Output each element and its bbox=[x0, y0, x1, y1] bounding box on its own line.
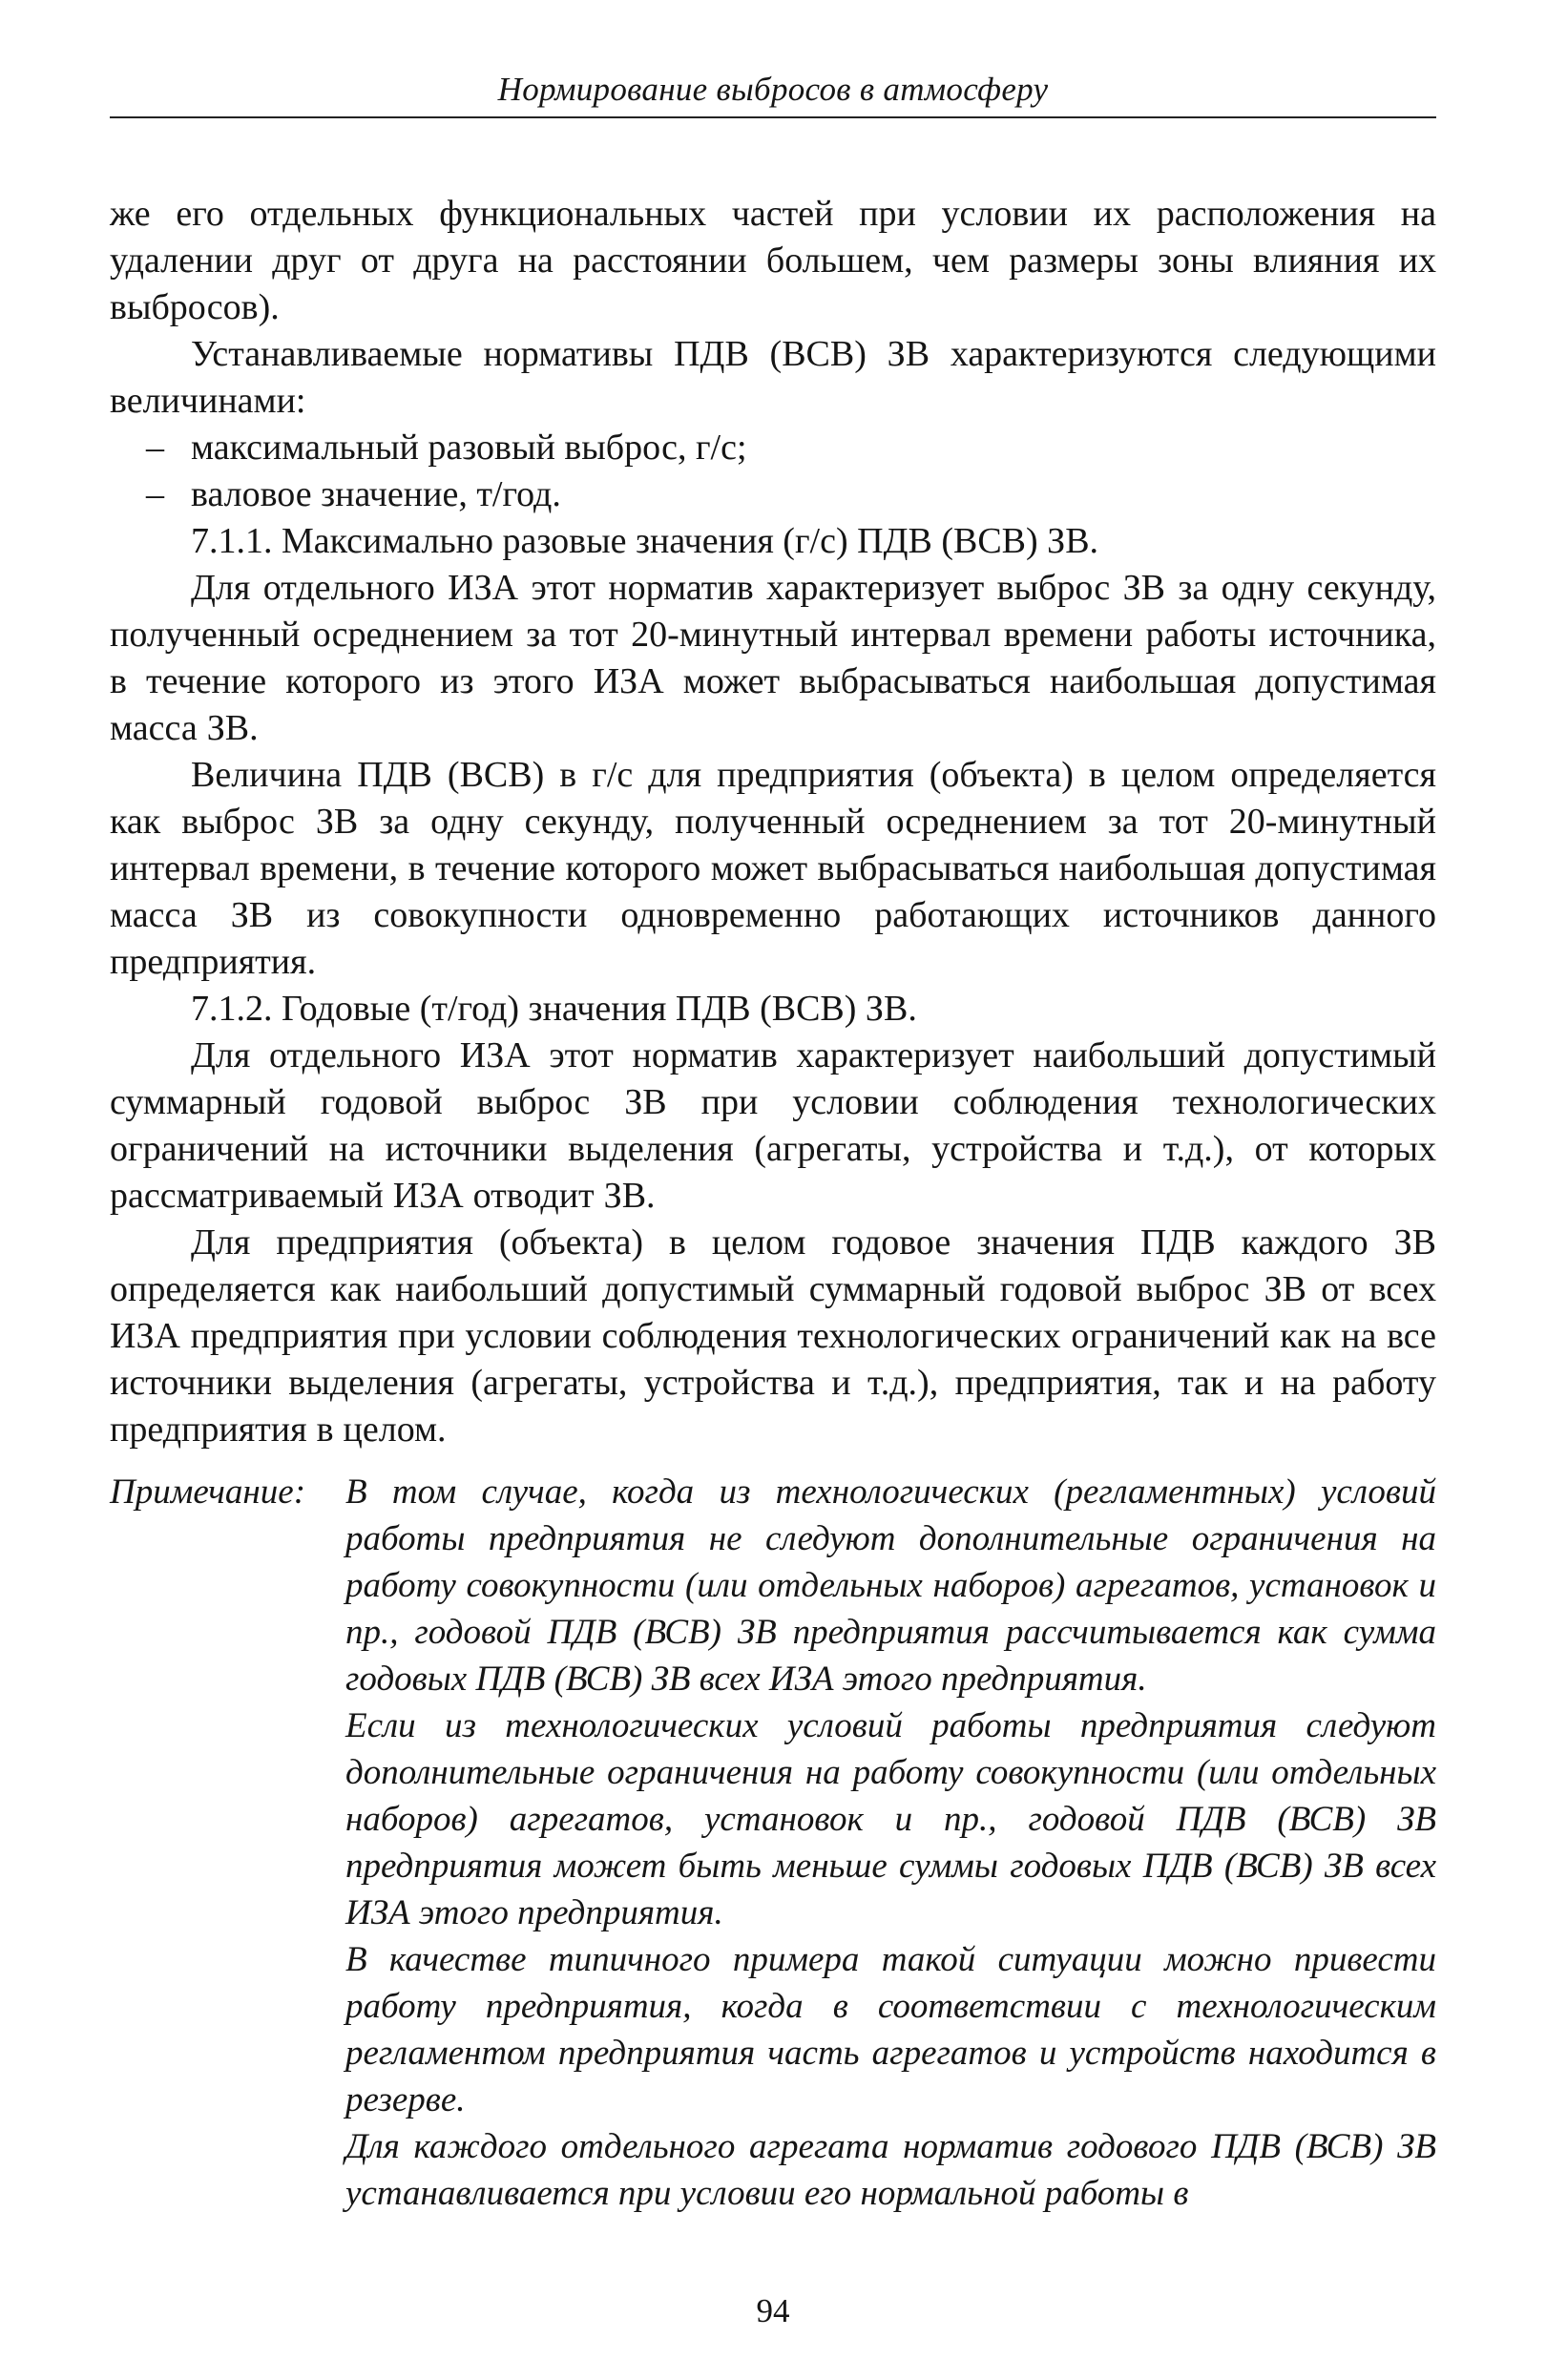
note-body bbox=[345, 1469, 1436, 2217]
list-item bbox=[110, 425, 1436, 471]
paragraph-standards-intro: Устанавливаемые нормативы ПДВ (ВСВ) ЗВ характеризуются следующими величинами: bbox=[110, 334, 1436, 421]
section-heading-7-1-2: 7.1.2. Годовые (т/год) значения ПДВ (ВСВ) ЗВ. bbox=[191, 989, 917, 1029]
paragraph: Величина ПДВ (ВСВ) в г/с для предприятия (объекта) в целом определяется как выброс ЗВ за одну секунду, полученный осреднением за тот 20-минутный интервал времени, в течение которого может выбрасываться наибольшая допустимая масса ЗВ из совокупности одновременно работающих источников данного предприятия. bbox=[110, 755, 1436, 982]
note-paragraph: Если из технологических условий работы предприятия следуют дополнительные ограничения на работу совокупности (или отдельных наборов) агрегатов, установок и пр., годовой ПДВ (ВСВ) ЗВ предприятия может быть меньше суммы годовых ПДВ (ВСВ) ЗВ всех ИЗА этого предприятия. bbox=[345, 1706, 1436, 1932]
note-paragraph: В том случае, когда из технологических (регламентных) условий работы предприятия не следуют дополнительные ограничения на работу совокупности (или отдельных наборов) агрегатов, установок и пр., годовой ПДВ (ВСВ) ЗВ предприятия рассчитывается как сумма годовых ПДВ (ВСВ) ЗВ всех ИЗА этого предприятия. bbox=[345, 1472, 1436, 1699]
body-text bbox=[110, 191, 1436, 2217]
section-heading-7-1-1: 7.1.1. Максимально разовые значения (г/с) ПДВ (ВСВ) ЗВ. bbox=[191, 521, 1099, 561]
dash-marker: – bbox=[146, 428, 164, 468]
paragraph: Для отдельного ИЗА этот норматив характеризует выброс ЗВ за одну секунду, полученный осреднением за тот 20-минутный интервал времени работы источника, в течение которого из этого ИЗА может выбрасываться наибольшая допустимая масса ЗВ. bbox=[110, 568, 1436, 748]
paragraph: Для предприятия (объекта) в целом годовое значения ПДВ каждого ЗВ определяется как наибольший допустимый суммарный годовой выброс ЗВ от всех ИЗА предприятия при условии соблюдения технологических ограничений как на все источники выделения (агрегаты, устройства и т.д.), предприятия, так и на работу предприятия в целом. bbox=[110, 1222, 1436, 1450]
list-item-text: валовое значение, т/год. bbox=[191, 474, 561, 514]
paragraph-continuation: же его отдельных функциональных частей при условии их расположения на удалении друг от друга на расстоянии большем, чем размеры зоны влияния их выбросов). bbox=[110, 194, 1436, 327]
list-item bbox=[110, 471, 1436, 518]
note-paragraph: В качестве типичного примера такой ситуации можно привести работу предприятия, когда в соответствии с технологическим регламентом предприятия часть агрегатов и устройств находится в резерве. bbox=[345, 1940, 1436, 2119]
note-label: Примечание: bbox=[110, 1472, 306, 1512]
dash-marker: – bbox=[146, 474, 164, 514]
note-block bbox=[110, 1469, 1436, 2217]
header-rule bbox=[110, 116, 1436, 118]
note-paragraph: Для каждого отдельного агрегата норматив годового ПДВ (ВСВ) ЗВ устанавливается при условии его нормальной работы в bbox=[345, 2127, 1436, 2213]
list-item-text: максимальный разовый выброс, г/с; bbox=[191, 428, 747, 468]
page-number: 94 bbox=[756, 2292, 790, 2329]
paragraph: Для отдельного ИЗА этот норматив характеризует наибольший допустимый суммарный годовой выброс ЗВ при условии соблюдения технологических ограничений на источники выделения (агрегаты, устройства и т.д.), от которых рассматриваемый ИЗА отводит ЗВ. bbox=[110, 1035, 1436, 1216]
running-head: Нормирование выбросов в атмосферу bbox=[497, 71, 1049, 108]
